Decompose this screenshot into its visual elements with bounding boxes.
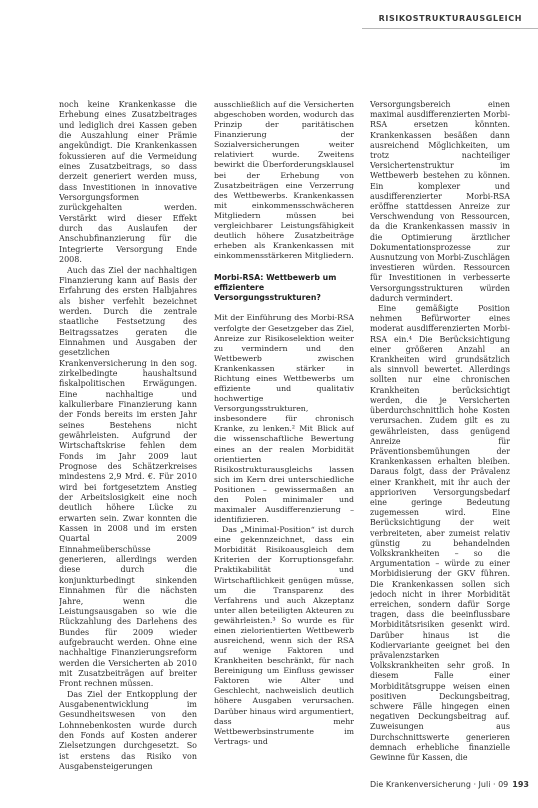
text-column-right [370,100,510,772]
paragraph: Auch das Ziel der nachhaltigen Finanzierung kann auf Basis der Erfahrung des ersten Halbjahres als bisher verfehlt bezeichnet werden. Durch die zentrale staatliche Festsetzung des Beitragssatzes geraten die Einnahmen und Ausgaben der gesetzlichen Krankenversicherung in den sog. zirkelbedingte haushaltsund fiskalpolitischen Erwägungen. Eine nachhaltige und kalkulierbare Finanzierung kann der Fonds bereits im ersten Jahr seines Bestehens nicht gewährleisten. Aufgrund der Wirtschaftskrise fehlen dem Fonds im Jahr 2009 laut Prognose des Schätzerkreises mindestens 2,9 Mrd. €. Für 2010 wird bei fortgesetztem Anstieg der Arbeitslosigkeit eine noch deutlich höhere Lücke zu erwarten sein. Zwar konnten die Kassen in 2008 und im ersten Quartal 2009 Einnahmeüberschüsse generieren, allerdings werden diese durch die konjunkturbedingt sinkenden Einnahmen für die nächsten Jahre, wenn die Leistungsausgaben so wie die Rückzahlung des Darlehens des Bundes für 2009 wieder aufgebraucht werden. Ohne eine nachhaltige Finanzierungsreform werden die Versicherten ab 2010 mit Zusatzbeiträgen auf breiter Front rechnen müssen. [59,265,197,689]
journal-name: Die Krankenversicherung · Juli · 09 [370,780,509,789]
paragraph: Das Ziel der Entkopplung der Ausgabenentwicklung im Gesundheitswesen von den Lohnnebenkosten wurde durch den Fonds auf Kosten anderer Zielsetzungen durchgesetzt. So ist erstens das Risiko von Ausgabensteigerungen [59,689,197,771]
section-label: RISIKOSTRUKTURAUSGLEICH [378,14,522,23]
paragraph: Versorgungsbereich einen maximal ausdifferenzierten Morbi-RSA ersetzen könnten. Krankenkassen besäßen dann ausreichend Möglichkeiten, um trotz nachteiliger Versichertenstruktur im Wettbewerb bestehen zu können. Ein komplexer und ausdifferenzierter Morbi-RSA eröffne stattdessen Anreize zur Verschwendung von Ressourcen, da die Krankenkassen massiv in die Optimierung ärztlicher Dokumentationsprozesse zur Ausnutzung von Morbi-Zuschlägen investieren würden. Ressourcen für Investitionen in verbesserte Versorgungsstrukturen würden dadurch vermindert. [370,100,510,303]
text-column-middle [214,100,354,772]
page-number: 193 [512,780,529,789]
section-heading: Morbi-RSA: Wettbewerb um effizientere Versorgungsstrukturen? [214,273,337,303]
paragraph: ausschließlich auf die Versicherten abgeschoben worden, wodurch das Prinzip der paritätischen Finanzierung der Sozialversicherungen weiter relativiert wurde. Zweitens bewirkt die Überforderungsklausel bei der Erhebung von Zusatzbeiträgen eine Verzerrung des Wettbewerbs. Krankenkassen mit einkommensschwächeren Mitgliedern müssen bei vergleichbarer Leistungsfähigkeit deutlich höhere Zusatzbeiträge erheben als Krankenkassen mit einkommensstärkeren Mitgliedern. [214,100,354,261]
paragraph: Das „Minimal-Position“ ist durch eine gekennzeichnet, dass ein Morbidität Risikoausgleich dem Kriterien der Korruptionsgefahr. Praktikabilität und Wirtschaftlichkeit genügen müsse, um die Transparenz des Verfahrens und auch Akzeptanz unter allen beteiligten Akteuren zu gewährleisten.³ So wurde es für einen zielorientierten Wettbewerb ausreichend, wenn sich der RSA auf wenige Faktoren und Krankheiten beschränkt, für nach Bereinigung um Einfluss gewisser Faktoren wie Alter und Geschlecht, nachweislich deutlich höhere Ausgaben verursachen. Darüber hinaus wird argumentiert, dass mehr Wettbewerbsinstrumente im Vertrags- und [214,525,354,746]
paragraph: Mit der Einführung des Morbi-RSA verfolgte der Gesetzgeber das Ziel, Anreize zur Risikoselektion weiter zu vermindern und den Wettbewerb zwischen Krankenkassen stärker in Richtung eines Wettbewerbs um effiziente und qualitativ hochwertige Versorgungsstrukturen, insbesondere für chronisch Kranke, zu lenken.² Mit Blick auf die wissenschaftliche Bewertung eines an der realen Morbidität orientierten Risikostrukturausgleichs lassen sich im Kern drei unterschiedliche Positionen – gewissermaßen an den Polen minimaler und maximaler Ausdifferenzierung – identifizieren. [214,313,354,525]
text-column-left [59,100,197,772]
page-footer [370,780,529,789]
paragraph: noch keine Krankenkasse die Erhebung eines Zusatzbeitrages und lediglich drei Kassen geben die Auszahlung einer Prämie angekündigt. Die Krankenkassen fokussieren auf die Vermeidung eines Zusatzbeitrags, so dass derzeit generiert werden muss, dass Investitionen in innovative Versorgungsformen zurückgehalten werden. Verstärkt wird dieser Effekt durch das Auslaufen der Anschubfinanzierung für die Integrierte Versorgung Ende 2008. [59,100,197,265]
header-rule [362,28,538,29]
paragraph: Eine gemäßigte Position nehmen Befürworter eines moderat ausdifferenzierten Morbi-RSA ein.⁴ Die Berücksichtigung einer größeren Anzahl an Krankheiten wird grundsätzlich als sinnvoll bewertet. Allerdings sollten nur eine chronischen Krankheiten berücksichtigt werden, die je Versicherten überdurchschnittlich hohe Kosten verursachen. Zudem gilt es zu gewährleisten, dass genügend Anreize für Präventionsbemühungen der Krankenkassen erhalten bleiben. Daraus folgt, dass der Prävalenz einer Krankheit, mit ihr auch der apprioriven Versorgungsbedarf eine geringe Bedeutung zugemessen wird. Eine Berücksichtigung der weit verbreiteten, aber zumeist relativ günstig zu behandelnden Volkskrankheiten – so die Argumentation – würde zu einer Morbidisierung der GKV führen. Die Krankenkassen sollen sich jedoch nicht in ihrer Morbidität erreichen, sondern dafür Sorge tragen, dass die beeinflussbare Morbiditätsrisiken gesenkt wird. Darüber hinaus ist die Kodiervariante geeignet bei den prävalenzstarken Volkskrankheiten sehr groß. In diesem Falle einer Morbiditätsgruppe weisen einen positiven Deckungsbeitrag, schwere Fälle hingegen einen negativen Deckungsbeitrag auf. Zuweisungen aus Durchschnittswerte generieren demnach erhebliche finanzielle Gewinne für Kassen, die [370,304,510,762]
